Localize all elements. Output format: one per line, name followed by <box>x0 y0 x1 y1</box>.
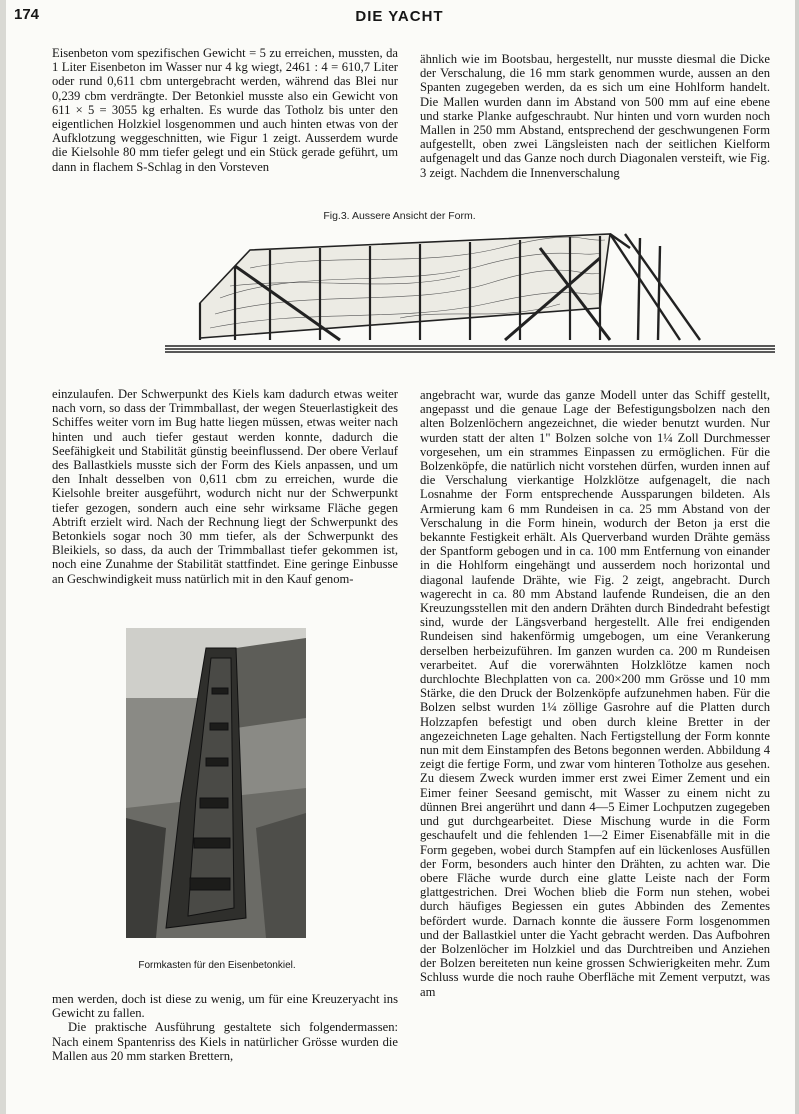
paragraph: angebracht war, wurde das ganze Modell unter das Schiff gestellt, angepasst und die genaue Lage der Befestigungsbolzen nach den alten Bolzenlöchern angezeichnet, die wieder benutzt wurden. Nur wurden statt der alten 1" Bolzen solche von 1¼ Zoll Durchmesser vorgesehen, um ein strammes Einpassen zu ermöglichen. Für die Bolzenköpfe, die natürlich nicht vorstehen dürfen, wurden innen auf die Verschalung vierkantige Holzklötze aufgenagelt, die nach Losnahme der Form entsprechende Aussparungen bildeten. Als Armierung kam 6 mm Rundeisen in ca. 25 mm Abstand von der Verschalung in die Form hinein, wodurch der Beton ja erst die bekannte Festigkeit erhält. Als Querverband wurden Drähte gemäss der Spantform gebogen und in ca. 100 mm Entfernung von einander in die Hohlform eingehängt und ausserdem noch horizontal und diagonal laufende Drähte, wie Fig. 2 zeigt, angebracht. Durch wagerecht in ca. 80 mm Abstand laufende Rundeisen, die an den Kreuzungsstellen mit den andern Drähten durch Bindedraht befestigt sind, wurde der Längsverband hergestellt. Alle frei endigenden Rundeisen sind hakenförmig umgebogen, um eine Verankerung derselben herbeizuführen. Im ganzen wurden ca. 200 m Rundeisen verarbeitet. Auf die vorerwähnten Holzklötze kamen noch durchlochte Blechplatten von ca. 200×200 mm Grösse und 10 mm Stärke, die den Druck der Bolzenköpfe aufzunehmen haben. Für die Bolzen selbst wurden 1¼ zöllige Gasrohre auf die Platten durch Holzzapfen befestigt und oben durch kleine Bretter in der angezeichneten Lage gehalten. Nach Fertigstellung der Form konnte nun mit dem Einstampfen des Betons begonnen werden. Abbildung 4 zeigt die fertige Form, und zwar vom hinteren Totholze aus gesehen. Zu diesem Zweck wurden immer erst zwei Eimer Zement und ein Eimer feiner Seesand gemischt, mit Wasser zu einem nicht zu dünnen Brei angerührt und dann 4—5 Eimer Lochputzen zugegeben und gut durchgearbeitet. Diese Mischung wurde in die Form geschaufelt und die fehlenden 1—2 Eimer Eisenabfälle mit in die Form gegeben, wobei durch Stampfen auf ein lückenloses Ausfüllen der Form, besonders auch hinter den Drähten, zu achten war. Die obere Fläche wurde durch eine glatte Leiste nach der Form glattgestrichen. Drei Wochen blieb die Form nun stehen, wobei durch häufiges Begiessen ein gutes Abbinden des Zementes befördert wurde. Darnach konnte die äussere Form losgenommen und der Ballastkiel unter die Yacht gebracht werden. Das Aufbohren der Bolzenlöcher im Holzkiel und das Durchtreiben und Anziehen der Bolzen bereiteten nun keine grossen Schwierigkeiten mehr. Zum Schluss wurde die noch rauhe Oberfläche mit Zement verputzt, was am <box>420 388 770 999</box>
photo-caption: Formkasten für den Eisenbetonkiel. <box>138 960 296 971</box>
running-title: DIE YACHT <box>355 8 444 25</box>
figure-3-caption: Fig.3. Aussere Ansicht der Form. <box>323 210 476 222</box>
paragraph: Eisenbeton vom spezifischen Gewicht = 5 zu erreichen, mussten, da 1 Liter Eisenbeton im Wasser nur 4 kg wiegt, 2461 : 4 = 610,7 Liter oder rund 0,611 cbm untergebracht werden, während das Blei nur 0,239 cbm verdrängte. Der Betonkiel musste also ein Gewicht von 611 × 5 = 3055 kg erhalten. Es wurde das Totholz bis unter den eigentlichen Holzkiel losgenommen und auch hinten etwas von der Aufklotzung weggeschnitten, wie Figur 1 zeigt. Ausserdem wurde die Kielsohle 80 mm tiefer gelegt und ein Stück gerade geführt, um dann in flachem S-Schlag in den Vorsteven <box>52 46 398 174</box>
figure-3-mold-drawing <box>160 228 780 368</box>
paragraph: einzulaufen. Der Schwerpunkt des Kiels kam dadurch etwas weiter nach vorn, so dass der Trimmballast, der wegen Steuerlastigkeit des Schiffes weiter vorn im Bug hatte liegen müssen, etwas weiter nach hinten und auch tiefer gestaut werden konnte, dadurch die Seefähigkeit und Stabilität günstig beeinflussend. Der obere Verlauf des Ballastkiels musste sich der Form des Kiels anpassen, und um den Inhalt desselben von 0,611 cbm zu erreichen, wurde die Kielsohle breiter ausgeführt, wodurch nicht nur der Schwerpunkt tiefer gezogen, sondern auch eine sehr wirksame Fläche gegen Abtrift erzielt wird. Nach der Rechnung liegt der Schwerpunkt des Betonkiels sogar noch 30 mm tiefer, als der Schwerpunkt des Bleikiels, so dass, da auch der Trimmballast tiefer gekommen ist, noch eine Zunahme der Stabilität stattfindet. Eine geringe Einbusse an Geschwindigkeit muss natürlich mit in den Kauf genom- <box>52 387 398 586</box>
formkasten-photo <box>126 628 306 938</box>
page-header <box>0 2 799 28</box>
column-left-middle <box>52 387 398 586</box>
mold-aft-frames <box>610 234 700 340</box>
column-left-top <box>52 46 398 174</box>
page-number: 174 <box>14 6 40 23</box>
column-left-bottom <box>52 992 398 1063</box>
paragraph: men werden, doch ist diese zu wenig, um für eine Kreuzeryacht ins Gewicht zu fallen. <box>52 992 398 1021</box>
paragraph: Die praktische Ausführung gestaltete sich folgendermassen: Nach einem Spantenriss des Kiels in natürlicher Grösse wurden die Mallen aus 20 mm starken Brettern, <box>52 1020 398 1063</box>
page-edge-right <box>795 0 799 1114</box>
paragraph: ähnlich wie im Bootsbau, hergestellt, nur musste diesmal die Dicke der Verschalung, die 16 mm stark genommen wurde, aussen an den Spanten zugegeben werden, da es sich um eine Hohlform handelt. Die Mallen wurden dann im Abstand von 500 mm auf eine ebene und starke Planke aufgeschraubt. Nur hinten und vorn wurden noch Mallen in 250 mm Abstand, entsprechend der geschwungenen Form aufgestellt, oben zwei Längsleisten nach der seitlichen Kielform aufgenagelt und das Ganze noch durch Diagonalen versteift, wie Fig. 3 zeigt. Nachdem die Innenverschalung <box>420 52 770 180</box>
column-right-top <box>420 52 770 180</box>
mold-base-planks <box>165 346 775 352</box>
column-right-bottom <box>420 388 770 999</box>
page-edge-left <box>0 0 6 1114</box>
photo-background-shed <box>236 638 306 728</box>
